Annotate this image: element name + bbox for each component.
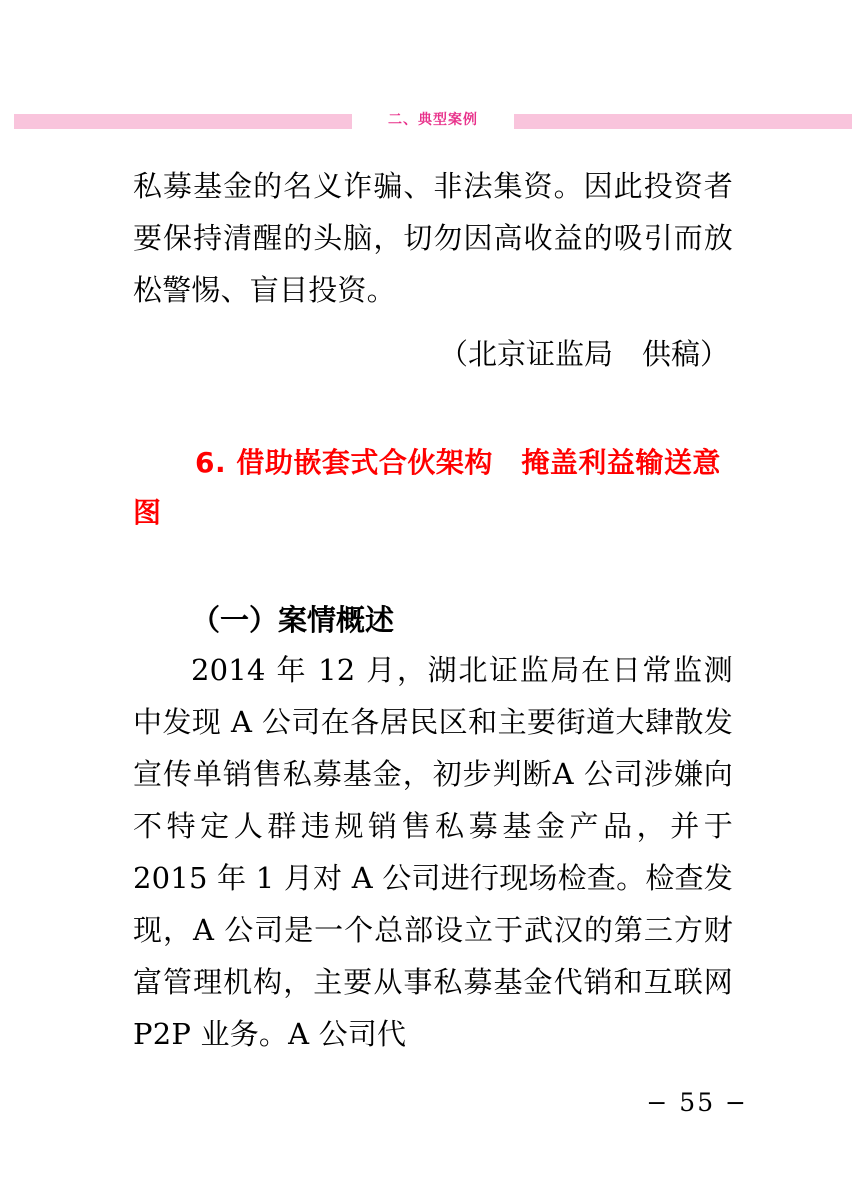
header-rule-right bbox=[514, 114, 852, 129]
running-header bbox=[14, 106, 852, 136]
page-content bbox=[133, 160, 733, 1060]
page-number: − 55 − bbox=[646, 1088, 748, 1117]
header-rule-left bbox=[14, 114, 352, 129]
attribution-line: （北京证监局 供稿） bbox=[438, 337, 729, 371]
subsection-title: （一）案情概述 bbox=[191, 603, 395, 637]
header-label: 二、典型案例 bbox=[374, 109, 492, 131]
case-paragraph: 2014 年 12 月，湖北证监局在日常监测中发现 A 公司在各居民区和主要街道大肆散发宣传单销售私募基金，初步判断A 公司涉嫌向不特定人群违规销售私募基金产品，并于 2015 年 1 月对 A 公司进行现场检查。检查发现，A 公司是一个总部设立于武汉的第三方财富管理机构，主要从事私募基金代销和互联网 P2P 业务。A 公司代 bbox=[133, 653, 733, 1051]
section-title: 6. 借助嵌套式合伙架构 掩盖利益输送意图 bbox=[133, 446, 721, 529]
continued-paragraph: 私募基金的名义诈骗、非法集资。因此投资者要保持清醒的头脑，切勿因高收益的吸引而放松警惕、盲目投资。 bbox=[133, 169, 733, 307]
